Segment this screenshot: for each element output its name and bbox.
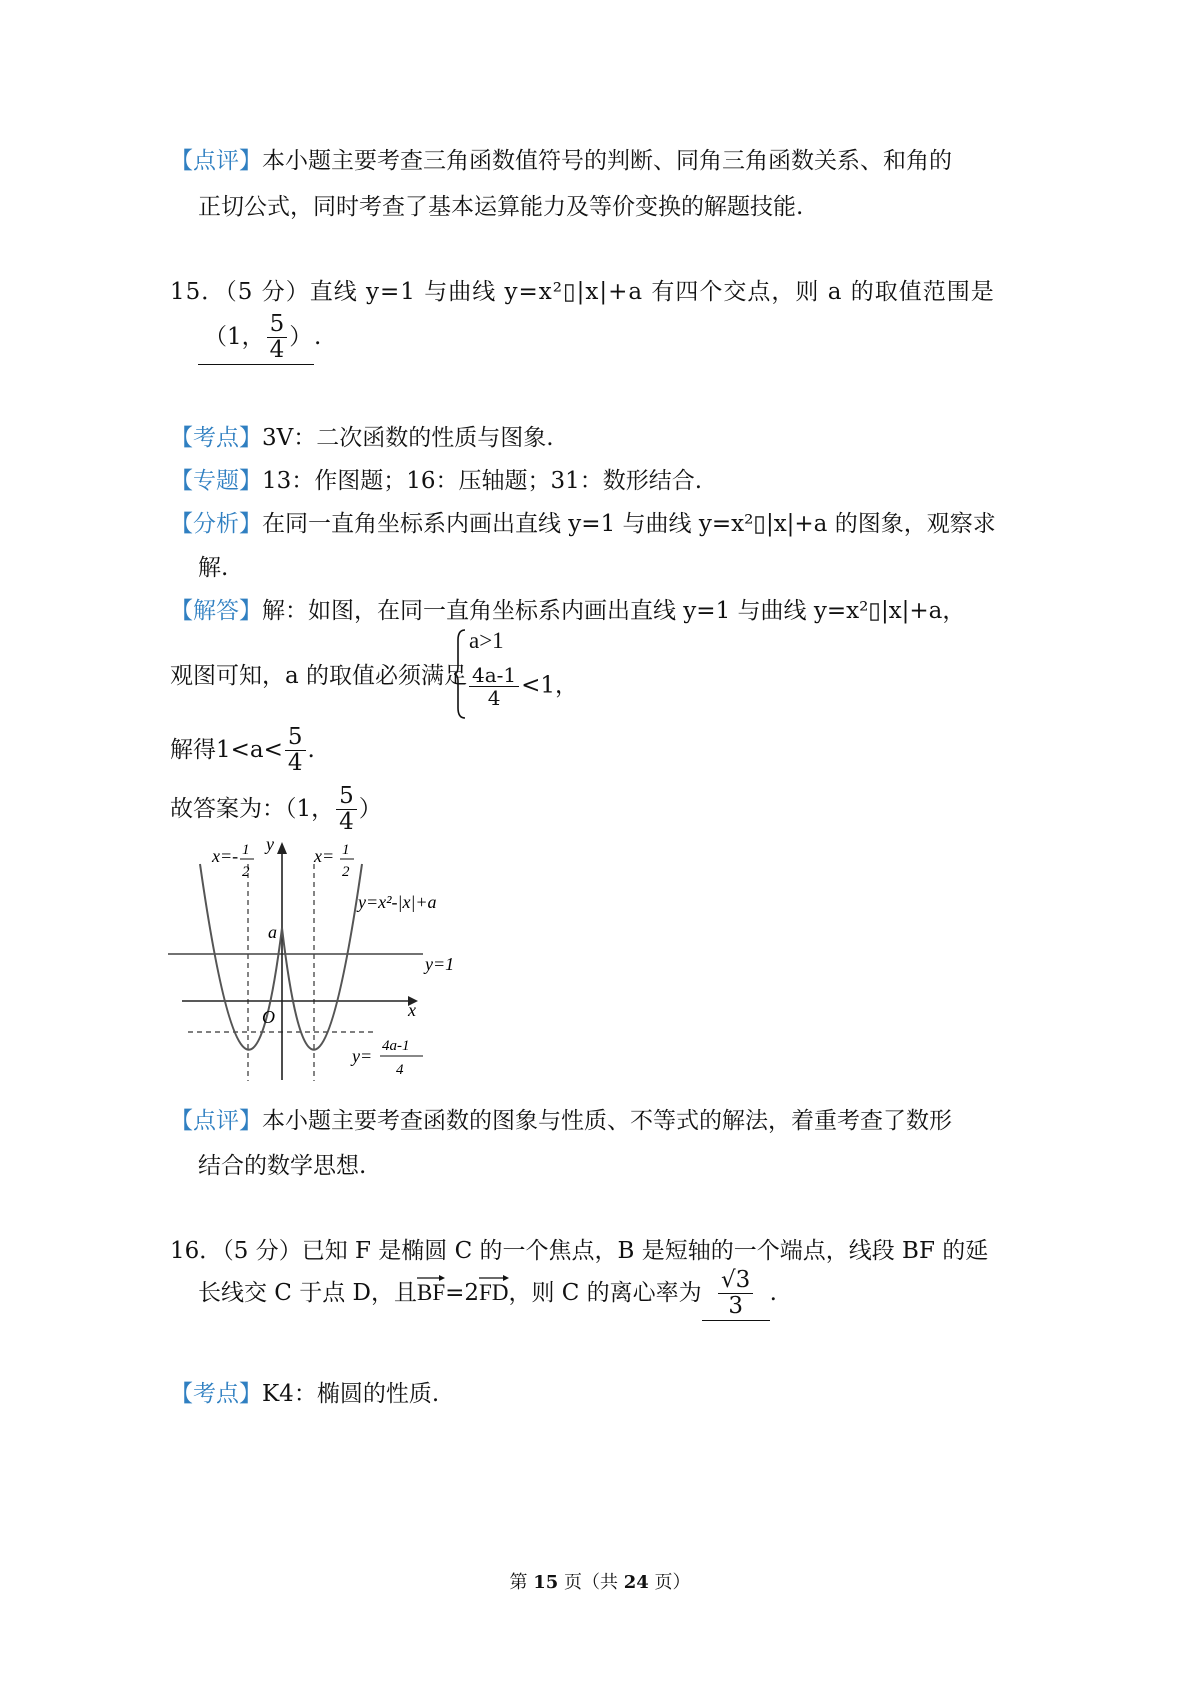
question-15-answer: （1， $\frac{5}{4}$ ）. (198, 312, 321, 365)
review-2-line2: 结合的数学思想. (198, 1153, 367, 1179)
final-answer-line: 故答案为：（1， $\frac{5}{4}$ ） (170, 783, 382, 836)
svg-text:4a-1: 4a-1 (382, 1038, 410, 1054)
jieda-line2: 观图可知，a 的取值必须满足 (170, 663, 468, 689)
svg-text:y=1: y=1 (425, 954, 455, 974)
current-page: 15 (533, 1572, 559, 1593)
fenxi-line2: 解. (198, 555, 229, 581)
svg-text:1: 1 (242, 842, 250, 858)
svg-text:y=x²-|x|+a: y=x²-|x|+a (358, 892, 437, 912)
parabola-figure (168, 836, 468, 1086)
review-paragraph-2: 【点评】本小题主要考查函数的图象与性质、不等式的解法，着重考查了数形 (170, 1108, 952, 1134)
svg-text:2: 2 (242, 864, 250, 880)
answer-fraction: $\frac{5}{4}$ (267, 312, 288, 364)
question-15-stem: 15．（5 分）直线 y=1 与曲线 y=x²▯|x|+a 有四个交点，则 a 的取值范围是 (170, 279, 995, 305)
review-text-line2: 正切公式，同时考查了基本运算能力及等价变换的解题技能. (198, 194, 804, 220)
total-pages: 24 (623, 1572, 649, 1593)
svg-text:1: 1 (342, 842, 350, 858)
page-footer: 第 15 页（共 24 页） (509, 1572, 691, 1593)
svg-text:4: 4 (396, 1062, 404, 1078)
review-paragraph-1 (170, 142, 952, 175)
svg-text:x=-: x=- (212, 846, 239, 866)
vector-bf: BF (417, 1274, 445, 1306)
svg-text:x=: x= (314, 846, 335, 866)
fenxi-line1: 【分析】在同一直角坐标系内画出直线 y=1 与曲线 y=x²▯|x|+a 的图象，观察求 (170, 511, 996, 537)
condition-2: $\frac{4a-1}{4}$ <1， (467, 664, 578, 709)
kaodian-line: 【考点】3V：二次函数的性质与图象. (170, 425, 554, 451)
zhuanti-line: 【专题】13：作图题；16：压轴题；31：数形结合. (170, 468, 703, 494)
answer-blank: （1， $\frac{5}{4}$ ） (198, 312, 314, 365)
answer-blank-16: $\frac{√3}{3}$ (702, 1268, 770, 1321)
svg-text:y: y (266, 836, 274, 854)
kaodian-16-line: 【考点】K4：椭圆的性质. (170, 1381, 440, 1407)
question-16-stem1: 16．（5 分）已知 F 是椭圆 C 的一个焦点，B 是短轴的一个端点，线段 BF 的延 (170, 1238, 989, 1264)
review-tag: 【点评】 (170, 148, 262, 174)
svg-text:x: x (408, 1000, 416, 1020)
svg-text:a: a (268, 922, 277, 942)
question-16-stem2: 长线交 C 于点 D，且 BF=2 FD，则 C 的离心率为 $\frac{√3}{3}$ . (198, 1267, 777, 1320)
svg-text:y=: y= (352, 1046, 373, 1066)
solve-line: 解得1<a< $\frac{5}{4}$ . (170, 724, 315, 777)
jieda-line1: 【解答】解：如图，在同一直角坐标系内画出直线 y=1 与曲线 y=x²▯|x|+a， (170, 598, 966, 624)
svg-text:O: O (262, 1007, 275, 1027)
vector-fd: FD (479, 1274, 508, 1306)
condition-1: a>1 (469, 628, 504, 653)
svg-text:2: 2 (342, 864, 350, 880)
review-text-line1: 本小题主要考查三角函数值符号的判断、同角三角函数关系、和角的 (262, 148, 952, 174)
brace-icon (453, 628, 467, 720)
